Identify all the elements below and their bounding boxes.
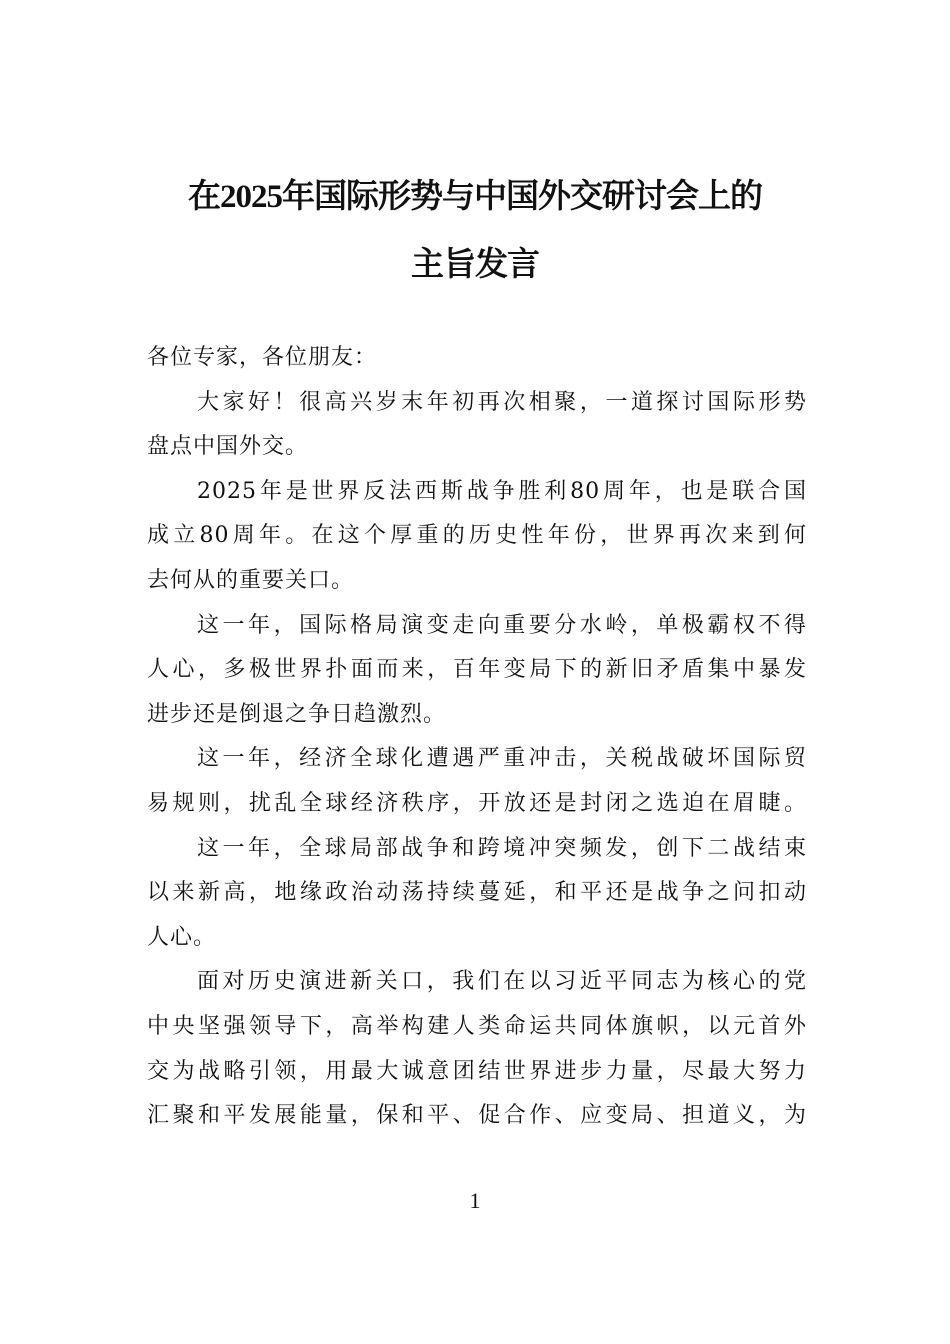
page-number: 1 (469, 1188, 481, 1213)
paragraph-line: 各位专家，各位朋友： (147, 345, 378, 370)
paragraph-line: 交为战略引领，用最大诚意团结世界进步力量，尽最大努力 (147, 1058, 807, 1084)
paragraph-line: 易规则，扰乱全球经济秩序，开放还是封闭之选迫在眉睫。 (147, 790, 807, 816)
paragraph-line: 中央坚强领导下，高举构建人类命运共同体旗帜，以元首外 (147, 1013, 807, 1039)
paragraph-line: 这一年，全球局部战争和跨境冲突频发，创下二战结束 (197, 835, 807, 861)
paragraph-line: 人心，多极世界扑面而来，百年变局下的新旧矛盾集中暴发 (147, 657, 807, 683)
paragraph-line: 大家好！很高兴岁末年初再次相聚，一道探讨国际形势 (197, 389, 807, 415)
paragraph-line: 面对历史演进新关口，我们在以习近平同志为核心的党 (197, 969, 807, 995)
paragraph (147, 336, 807, 381)
paragraph (147, 381, 807, 470)
paragraph-line: 去何从的重要关口。 (147, 567, 355, 593)
paragraph-line: 成立80周年。在这个厚重的历史性年份，世界再次来到何 (147, 523, 807, 549)
paragraph-line: 进步还是倒退之争日趋激烈。 (147, 701, 447, 727)
paragraph-line: 这一年，国际格局演变走向重要分水岭，单极霸权不得 (197, 612, 807, 638)
paragraph (147, 960, 807, 1138)
paragraph (147, 827, 807, 961)
document-title-line-2: 主旨发言 (411, 247, 539, 283)
document-body (147, 336, 807, 1139)
paragraph-line: 2025年是世界反法西斯战争胜利80周年，也是联合国 (197, 478, 807, 504)
paragraph-line: 汇聚和平发展能量，保和平、促合作、应变局、担道义，为 (147, 1103, 807, 1129)
paragraph (147, 470, 807, 604)
paragraph (147, 604, 807, 738)
paragraph-line: 人心。 (147, 924, 217, 950)
paragraph-line: 盘点中国外交。 (147, 434, 309, 460)
paragraph-line: 这一年，经济全球化遭遇严重冲击，关税战破坏国际贸 (197, 746, 807, 772)
paragraph (147, 737, 807, 826)
paragraph-line: 以来新高，地缘政治动荡持续蔓延，和平还是战争之问扣动 (147, 880, 807, 906)
document-title-line-1: 在2025年国际形势与中国外交研讨会上的 (188, 179, 762, 215)
